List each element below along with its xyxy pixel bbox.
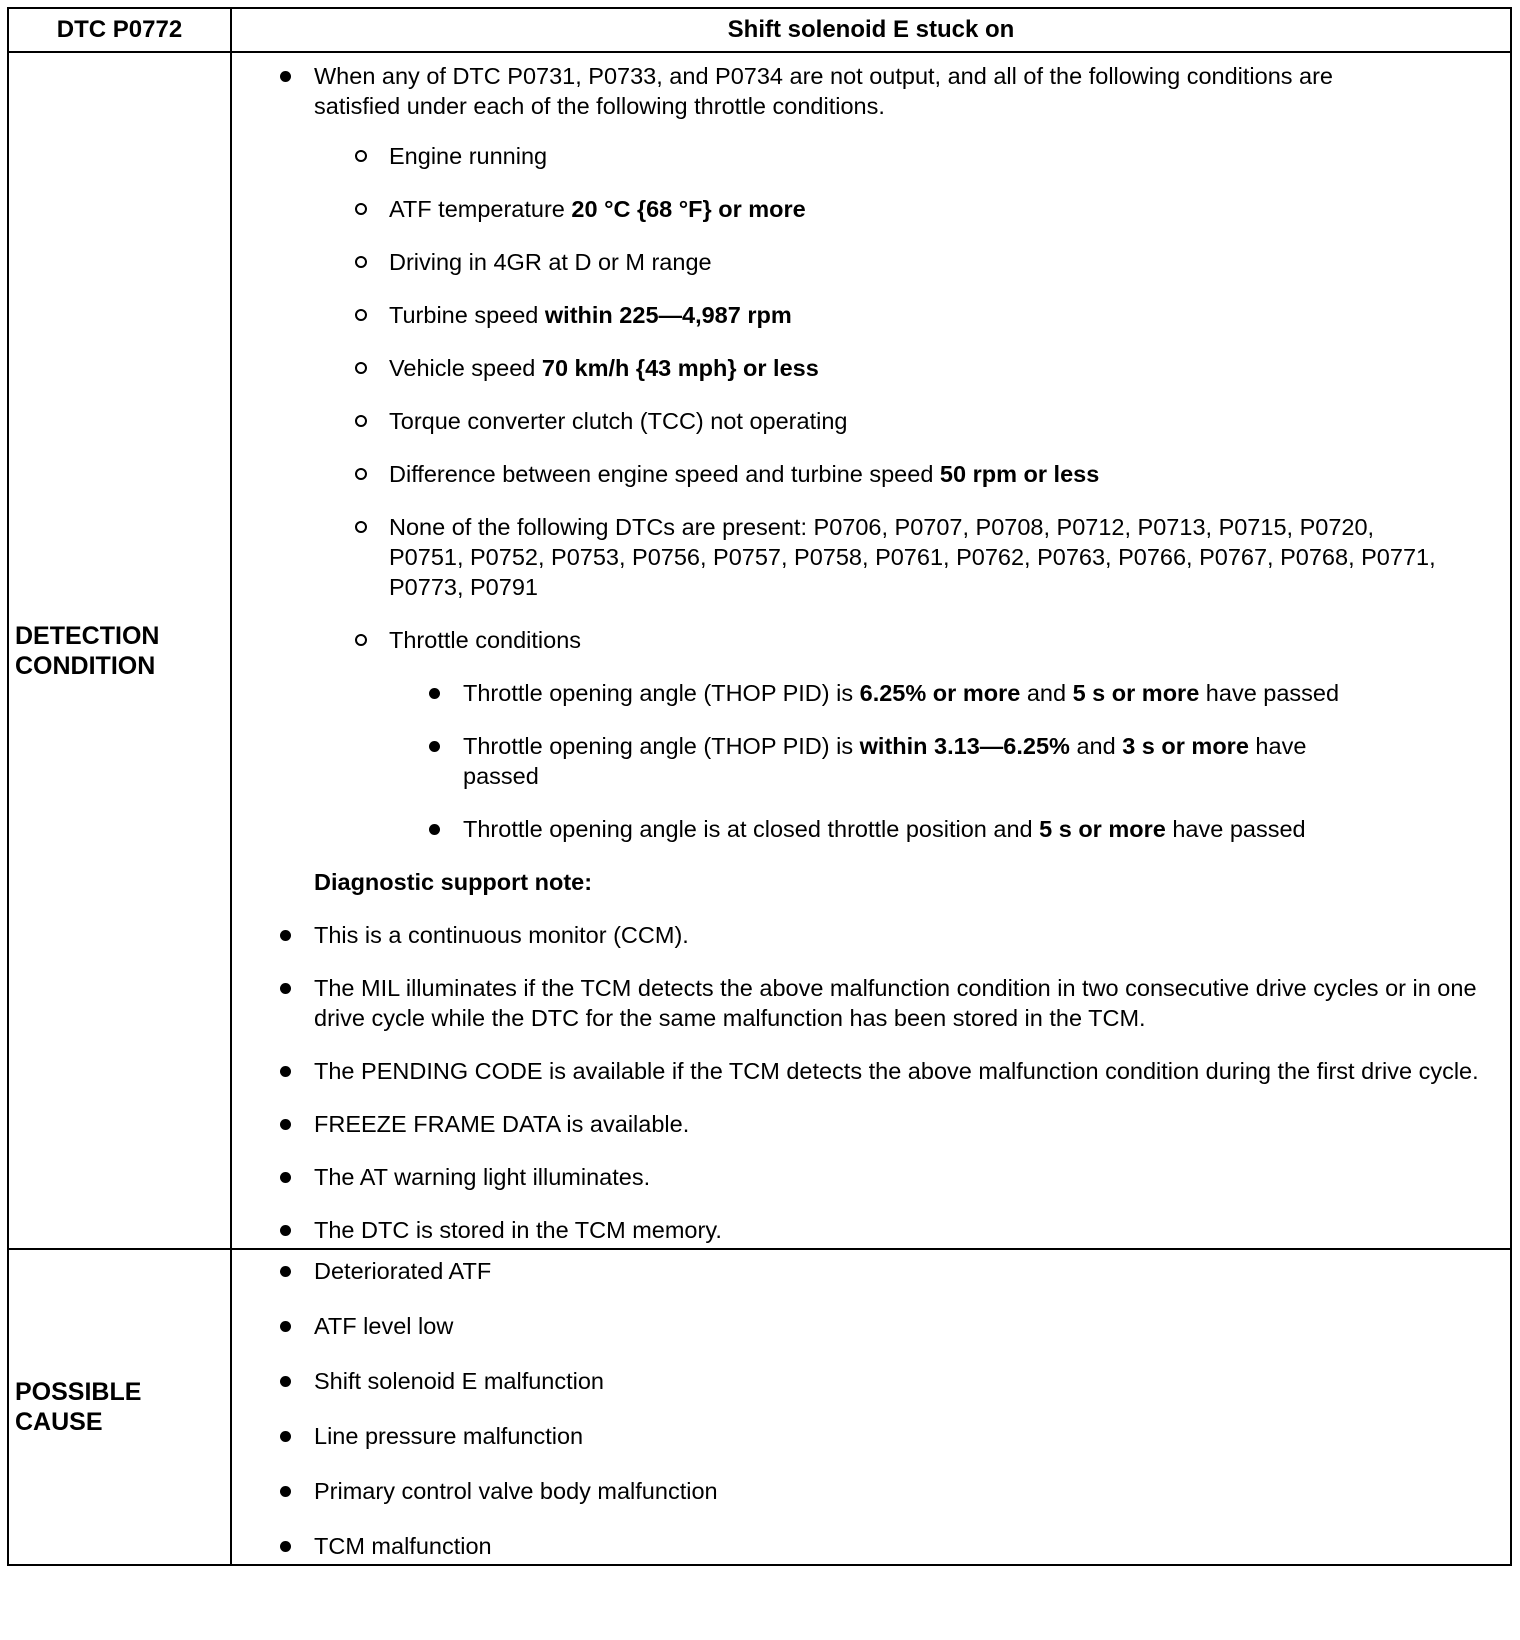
header-row [8, 8, 1511, 52]
hollow-bullet-icon [355, 256, 367, 268]
condition-tcc: Torque converter clutch (TCC) not operating [232, 406, 1510, 436]
bullet-icon [429, 741, 440, 752]
bullet-icon [280, 983, 291, 994]
detection-label [8, 52, 231, 1249]
throttle-condition-2: Throttle opening angle (THOP PID) is within 3.13—6.25% and 3 s or more have passed [232, 731, 1510, 791]
hollow-bullet-icon [355, 415, 367, 427]
cause-item: Primary control valve body malfunction [232, 1476, 1510, 1506]
possible-cause-label-line2: CAUSE [15, 1408, 103, 1436]
bullet-icon [280, 1376, 291, 1387]
bullet-icon [280, 1431, 291, 1442]
bullet-icon [429, 824, 440, 835]
bullet-icon [280, 930, 291, 941]
cause-item: ATF level low [232, 1311, 1510, 1341]
bullet-icon [280, 1119, 291, 1130]
note-item: FREEZE FRAME DATA is available. [232, 1109, 1510, 1139]
condition-engine-running: Engine running [232, 141, 1510, 171]
hollow-bullet-icon [355, 362, 367, 374]
bullet-icon [280, 1486, 291, 1497]
bullet-icon [280, 1541, 291, 1552]
condition-atf-temperature: ATF temperature 20 °C {68 °F} or more [232, 194, 1510, 224]
condition-no-dtcs: None of the following DTCs are present: P0706, P0707, P0708, P0712, P0713, P0715, P0720, P0751, P0752, P0753, P0756, P0757, P0758, P0761, P0762, P0763, P0766, P0767, P0768, P0771, P0773, P0791 [232, 512, 1510, 602]
detection-content [231, 52, 1511, 1249]
hollow-bullet-icon [355, 309, 367, 321]
possible-cause-label-line1: POSSIBLE [15, 1378, 142, 1406]
throttle-condition-1: Throttle opening angle (THOP PID) is 6.25% or more and 5 s or more have passed [232, 678, 1510, 708]
hollow-bullet-icon [355, 203, 367, 215]
bullet-icon [280, 71, 291, 82]
hollow-bullet-icon [355, 634, 367, 646]
note-item: The AT warning light illuminates. [232, 1162, 1510, 1192]
possible-cause-label [8, 1249, 231, 1565]
condition-throttle: Throttle conditions [232, 625, 1510, 655]
hollow-bullet-icon [355, 468, 367, 480]
bullet-icon [280, 1266, 291, 1277]
cause-item: Deteriorated ATF [232, 1256, 1510, 1286]
dtc-table [7, 7, 1512, 1566]
bullet-icon [280, 1321, 291, 1332]
cause-item: TCM malfunction [232, 1531, 1510, 1561]
note-item: The DTC is stored in the TCM memory. [232, 1215, 1510, 1245]
hollow-bullet-icon [355, 521, 367, 533]
diagnostic-note-title: Diagnostic support note: [314, 869, 593, 895]
bullet-icon [429, 688, 440, 699]
detection-row [8, 52, 1511, 1249]
cause-item: Line pressure malfunction [232, 1421, 1510, 1451]
condition-vehicle-speed: Vehicle speed 70 km/h {43 mph} or less [232, 353, 1510, 383]
cause-item: Shift solenoid E malfunction [232, 1366, 1510, 1396]
possible-cause-content [231, 1249, 1511, 1565]
condition-turbine-speed: Turbine speed within 225—4,987 rpm [232, 300, 1510, 330]
hollow-bullet-icon [355, 150, 367, 162]
note-item: The PENDING CODE is available if the TCM detects the above malfunction condition during the first drive cycle. [232, 1056, 1510, 1086]
detection-label-line2: CONDITION [15, 651, 156, 680]
detection-intro: When any of DTC P0731, P0733, and P0734 are not output, and all of the following conditions are satisfied under each of the following throttle conditions. [232, 61, 1510, 121]
dtc-title: Shift solenoid E stuck on [231, 8, 1511, 52]
dtc-code: DTC P0772 [8, 8, 231, 52]
note-item: This is a continuous monitor (CCM). [232, 920, 1510, 950]
condition-speed-difference: Difference between engine speed and turbine speed 50 rpm or less [232, 459, 1510, 489]
throttle-condition-3: Throttle opening angle is at closed throttle position and 5 s or more have passed [232, 814, 1510, 844]
note-item: The MIL illuminates if the TCM detects the above malfunction condition in two consecutive drive cycles or in one drive cycle while the DTC for the same malfunction has been stored in the TCM. [232, 973, 1510, 1033]
bullet-icon [280, 1172, 291, 1183]
detection-label-line1: DETECTION [15, 621, 160, 650]
possible-cause-row [8, 1249, 1511, 1565]
bullet-icon [280, 1066, 291, 1077]
bullet-icon [280, 1225, 291, 1236]
condition-driving-range: Driving in 4GR at D or M range [232, 247, 1510, 277]
